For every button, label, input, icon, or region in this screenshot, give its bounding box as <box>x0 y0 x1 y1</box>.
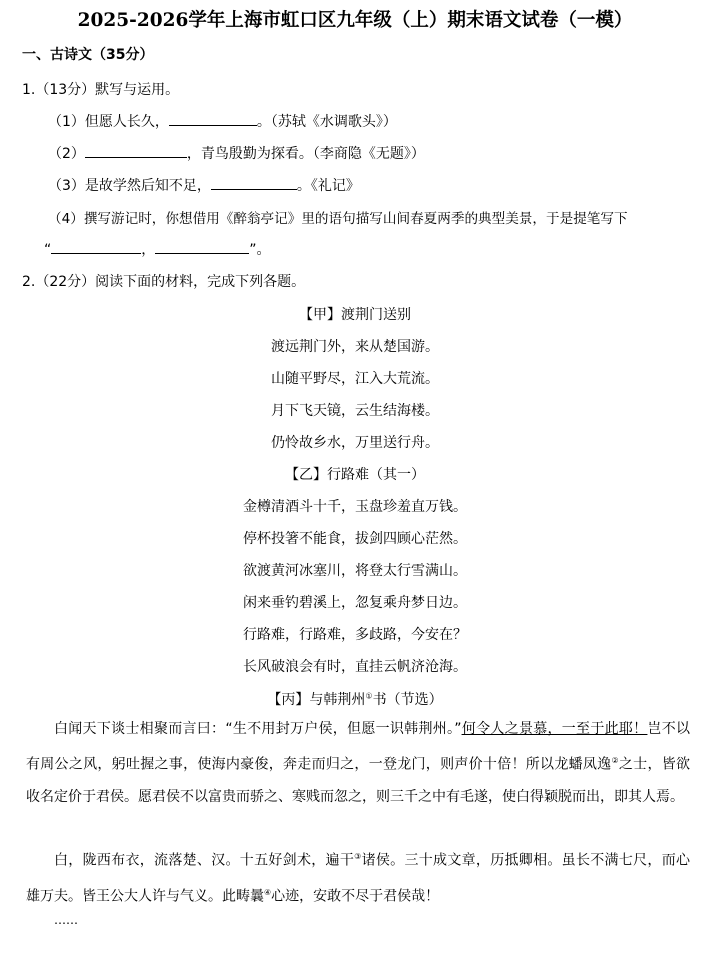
answer-blank <box>169 111 257 126</box>
poem-jia-line: 山随平野尽，江入大荒流。 <box>271 371 439 387</box>
poem-jia-line: 仍怜故乡水，万里送行舟。 <box>271 435 439 451</box>
q1-item-1 <box>48 111 397 131</box>
poem-jia-title: 【甲】渡荆门送别 <box>299 307 411 323</box>
exam-title: 2025-2026学年上海市虹口区九年级（上）期末语文试卷（一模） <box>77 10 633 31</box>
bing-title-suffix: 书（节选） <box>372 692 443 708</box>
text-bing-title <box>0 689 710 709</box>
poem-yi-line: 闲来垂钓碧溪上，忽复乘舟梦日边。 <box>243 595 467 611</box>
q1-item-4-blanks <box>44 239 271 259</box>
poem-yi-line: 金樽清酒斗十千，玉盘珍羞直万钱。 <box>243 499 467 515</box>
footnote-mark: ② <box>611 756 619 765</box>
bing-paragraph-1 <box>26 713 690 813</box>
comma: ， <box>141 242 156 258</box>
footnote-mark: ③ <box>354 852 362 861</box>
question-1-stem: 1.（13分）默写与运用。 <box>22 82 180 98</box>
poem-yi-title: 【乙】行路难（其一） <box>285 467 425 483</box>
q1-item-2-text: （2） <box>48 146 85 162</box>
para-text: 诸侯。三十成文章，历抵卿相。虽长不满七尺，而心雄万夫。皆王公大人许与气义。此畴曩 <box>26 852 691 905</box>
q1-item-1-source: 。（苏轼《水调歌头》） <box>256 114 397 130</box>
q1-item-3-text: （3）是故学然后知不足， <box>48 178 211 194</box>
q1-item-1-text: （1）但愿人长久， <box>48 114 169 130</box>
poem-jia-line: 渡远荆门外，来从楚国游。 <box>271 339 439 355</box>
bing-title-text: 【丙】与韩荆州 <box>267 692 366 708</box>
bing-paragraph-2 <box>26 841 690 912</box>
close-quote: ”。 <box>249 242 271 258</box>
para-text: 心迹，安敢不尽于君侯哉！ <box>271 888 440 905</box>
para-text: 岂不以有周公之风，躬吐握之事，使海内豪俊，奔走而归之，一登龙门，则声价十倍！所以龙蟠凤逸 <box>26 721 691 773</box>
open-quote: “ <box>44 242 52 258</box>
poem-yi-line: 欲渡黄河冰塞川，将登太行雪满山。 <box>243 563 467 579</box>
poem-yi-line: 停杯投箸不能食，拔剑四顾心茫然。 <box>243 531 467 547</box>
question-2-stem: 2.（22分）阅读下面的材料，完成下列各题。 <box>22 274 306 290</box>
poem-yi-line: 行路难，行路难，多歧路，今安在？ <box>243 627 467 643</box>
answer-blank <box>211 175 297 190</box>
para-text: 白闻天下谈士相聚而言曰：“生不用封万户侯，但愿一识韩荆州。” <box>54 721 462 737</box>
answer-blank <box>51 239 141 254</box>
para-text: 白，陇西布衣，流落楚、汉。十五好剑术，遍干 <box>54 852 355 869</box>
section-heading: 一、古诗文（35分） <box>22 47 154 63</box>
poem-jia-line: 月下飞天镜，云生结海楼。 <box>271 403 439 419</box>
footnote-mark: ① <box>365 691 373 701</box>
q1-item-4: （4）撰写游记时，你想借用《醉翁亭记》里的语句描写山间春夏两季的典型美景，于是提笔写下 <box>48 211 628 227</box>
q1-item-2-source: ，青鸟殷勤为探看。（李商隐《无题》） <box>186 146 425 162</box>
q1-item-3 <box>48 175 360 195</box>
q1-item-3-source: 。《礼记》 <box>296 178 360 194</box>
para-text: 之士，皆欲收名定价于君侯。愿君侯不以富贵而骄之、寒贱而忽之，则三千之中有毛遂，使白得颖脱而出，即其人焉。 <box>26 756 691 805</box>
q1-item-2 <box>48 143 425 163</box>
answer-blank <box>85 143 187 158</box>
ellipsis: …… <box>54 913 78 927</box>
answer-blank <box>155 239 249 254</box>
poem-yi-line: 长风破浪会有时，直挂云帆济沧海。 <box>243 659 467 675</box>
footnote-mark: ④ <box>264 887 272 897</box>
underlined-sentence: 何令人之景慕，一至于此耶！ <box>461 721 648 737</box>
